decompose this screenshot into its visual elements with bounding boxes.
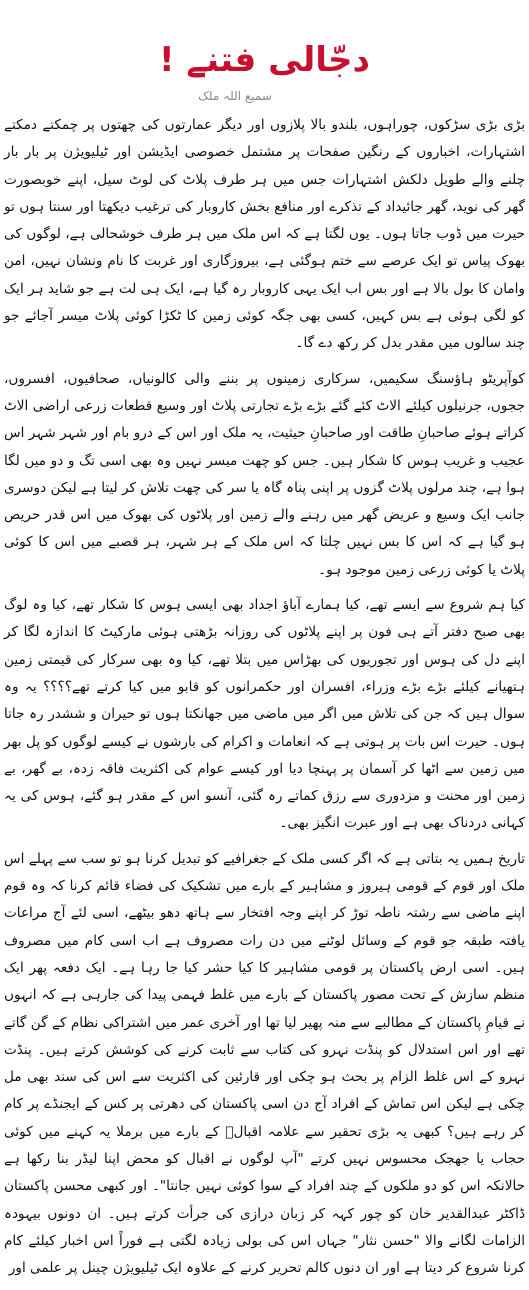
article-body	[4, 112, 525, 1290]
author-byline: سمیع اللہ ملک	[198, 89, 272, 103]
paragraph: کوآپریٹو ہاؤسنگ سکیمیں، سرکاری زمینوں پر بننے والی کالونیاں، صحافیوں، افسروں، ججوں، جرنیلوں کیلئے الاٹ کئے گئے بڑے بڑے تجارتی پلاٹ اور وسیع قطعات زرعی اراضی الاٹ کراتے ہوئے صاحبانِ طاقت اور صاحبانِ حیثیت، یہ ملک اور اس کے درو بام اور شہر شہر اس عجیب و غریب ہوس کا شکار ہیں۔ جس کو چھت میسر نہیں وہ بھی اسی تگ و دو میں لگا ہوا ہے، چند مرلوں پلاٹ گزوں پر اپنی پناہ گاہ یا سر کی چھت تلاش کر لیتا ہے لیکن دوسری جانب ایک وسیع و عریض گھر میں رہنے والے زمین اور پلاٹوں کی بھوک میں اس قدر حریص ہو گیا ہے کہ اس کا بس نہیں چلتا کہ اس ملک کے ہر شہر، ہر قصبے میں اس کا کوئی پلاٹ یا کوئی زرعی زمین موجود ہو۔	[4, 370, 525, 578]
paragraph: تاریخ ہمیں یہ بتاتی ہے کہ اگر کسی ملک کے جغرافیے کو تبدیل کرنا ہو تو سب سے پہلے اس ملک اور قوم کے قومی ہیروز و مشاہیر کے بارے میں تشکیک کی فضاء قائم کرنا کہ وہ قوم اپنے ماضی سے رشتہ ناطہ توڑ کر اپنے وجہ افتخار سے ہاتھ دھو بیٹھے، اسی لئے آج مراعات یافتہ طبقہ جو قوم کے وسائل لوٹنے میں دن رات مصروف ہے اب اسی کام میں مصروف ہیں۔ اسی ارض پاکستان پر قومی مشاہیر کا کیا حشر کیا جا رہا ہے۔ ایک دفعہ پھر ایک منظم سازش کے تحت مصور پاکستان کے بارے میں غلط فہمی پیدا کی جارہی ہے کہ انہوں نے قیامِ پاکستان کے مطالبے سے منہ پھیر لیا تھا اور آخری عمر میں اشتراکی نظام کے گن گاتے تھے اور اس استدلال کو پنڈت نہرو کی کتاب سے ثابت کرنے کی کوشش کرتے ہیں۔ پنڈت نہرو کے اس غلط الزام پر بحث ہو چکی اور قارئین کی اکثریت سے اس کی سند بھی مل چکی ہے لیکن اس تماش کے افراد آج دن اسی پاکستان کی دھرتی پر کس کے ایجنڈے پر کام کر رہے ہیں؟ کبھی یہ بڑی تحقیر سے علامہ اقبالؒ کے بارے میں برملا یہ کہنے میں کوئی حجاب یا جھجک محسوس نہیں کرتے "آپ لوگوں نے اقبال کو محض اپنا لیڈر بنا رکھا ہے حالانکہ اس کو دو ملکوں کے چند افراد کے سوا کوئی نہیں جانتا"۔ اور کبھی محسن پاکستان ڈاکٹر عبدالقدیر خان کو چور کہہ کر زبان درازی کی جرأت کرتے ہیں۔ ان دونوں بیہودہ الزامات لگانے والا "حسن نثار" جہاں اس کی بولی زیادہ لگتی ہے فوراً اس اخبار کیلئے کام کرنا شروع کر دیتا ہے اور ان دنوں کالم تحریر کرنے کے علاوہ ایک ٹیلیویژن چینل پر علمی اور	[4, 850, 525, 1277]
paragraph: کیا ہم شروع سے ایسے تھے، کیا ہمارے آباؤ اجداد بھی ایسی ہوس کا شکار تھے، کیا وہ لوگ بھی صبح دفتر آتے ہی فون پر اپنے پلاٹوں کی روزانہ بڑھتی ہوئی مارکیٹ کا اندازہ لگا کر اپنے دل کی ہوس اور تجوریوں کی بھڑاس میں بتلا تھے، کیا وہ بھی سرکار کی قیمتی زمین ہتھیانے کیلئے بڑے بڑے وزراء، افسران اور حکمرانوں کو قابو میں کیا کرتے تھے؟؟؟؟ یہ وہ سوال ہیں کہ جن کی تلاش میں اگر میں ماضی میں جھانکتا ہوں تو حیران و ششدر رہ جاتا ہوں۔ حیرت اس بات پر ہوتی ہے کہ انعامات و اکرام کی بارشوں نے کیسے لوگوں کو پل بھر میں زمین سے اٹھا کر آسمان پر پہنچا دیا اور کیسے عوام کی اکثریت فاقہ زدہ، بے گھر، بے زمین اور محنت و مزدوری سے رزق کماتے رہ گئی، آنسو اس کے مقدر ہو گئے، ہوس کی یہ کہانی دردناک بھی ہے اور عبرت انگیز بھی۔	[4, 597, 525, 832]
article-title: دجّالی فتنے !	[158, 40, 370, 80]
paragraph: بڑی بڑی سڑکوں، چوراہوں، بلندو بالا پلازوں اور دیگر عمارتوں کی چھتوں پر چمکتے دمکتے اشتہارات، اخباروں کے رنگین صفحات پر مشتمل خصوصی ایڈیشن اور ٹیلیویژن پر بار بار چلنے والے طویل دلکش اشتہارات جس میں ہر طرف پلاٹ کی لوٹ سیل، اپنے خوبصورت گھر کی نوید، گھر جائیداد کے تذکرے اور منافع بخش کاروبار کی ترغیب دیکھتا اور سنتا ہوں تو حیرت میں ڈوب جاتا ہوں۔ یوں لگتا ہے کہ اس ملک میں ہر طرف خوشحالی ہے، لوگوں کی بھوک پیاس تو ایک عرصے سے ختم ہوگئی ہے، بیروزگاری اور غربت کا نام ونشان نہیں، امن وامان کا بول بالا ہے اور بس اب ایک یہی کاروبار رہ گیا ہے، ایک ہی لت ہے جو شاید ہر ایک کو لگی ہوئی ہے بس کہیں، کسی بھی جگہ کوئی زمین کا ٹکڑا کوئی پلاٹ میسر آجائے جو چند سالوں میں مقدر بدل کر رکھ دے گا۔	[4, 117, 525, 352]
